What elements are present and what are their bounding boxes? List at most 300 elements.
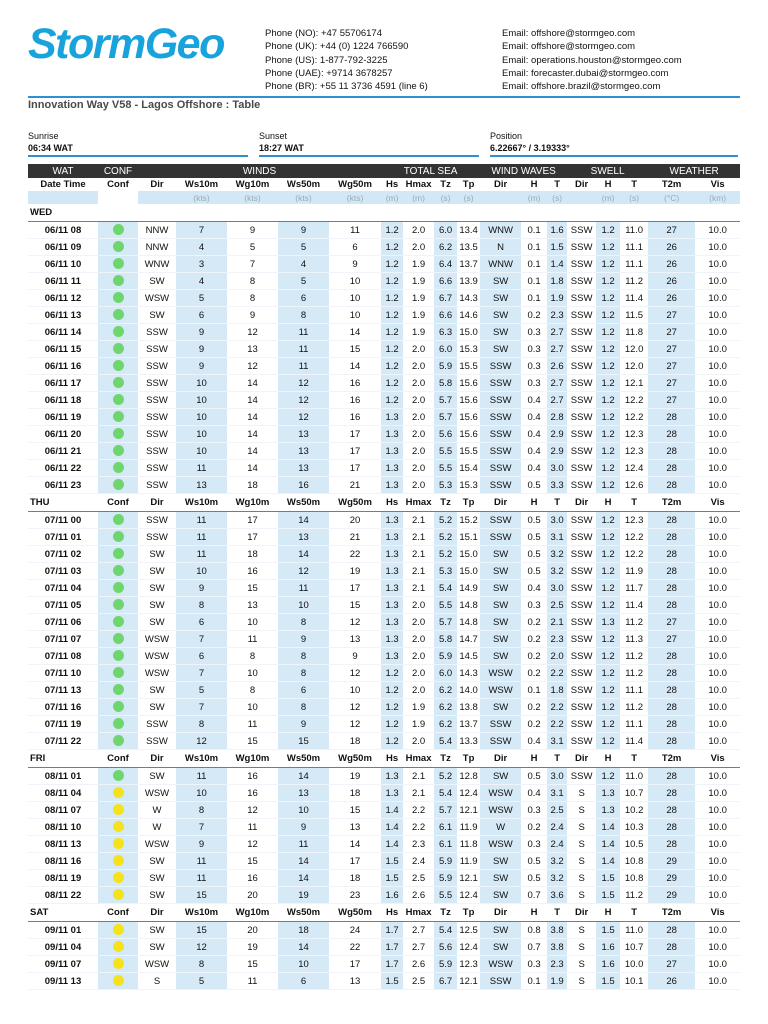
date-time-cell: 09/11 07 — [28, 956, 98, 973]
date-time-cell: 08/11 10 — [28, 819, 98, 836]
wg10m-cell: 16 — [227, 768, 278, 785]
date-time-cell: 09/11 04 — [28, 939, 98, 956]
hs-cell: 1.7 — [381, 922, 403, 939]
group-header-cell: CONF — [98, 164, 138, 178]
group-header-cell: TOTAL SEA — [381, 164, 480, 178]
swell-dir-cell: S — [567, 973, 596, 990]
tz-cell: 5.4 — [434, 922, 457, 939]
day-column-header-hs: Hs — [381, 494, 403, 512]
hs-cell: 1.2 — [381, 307, 403, 324]
ws50m-cell: 12 — [278, 375, 329, 392]
ws10m-cell: 11 — [176, 853, 227, 870]
hs-cell: 1.2 — [381, 222, 403, 239]
swell-h-cell: 1.2 — [596, 256, 620, 273]
hmax-cell: 2.5 — [403, 870, 434, 887]
wave-t-cell: 2.9 — [547, 426, 567, 443]
date-time-cell: 06/11 10 — [28, 256, 98, 273]
swell-h-cell: 1.3 — [596, 802, 620, 819]
tp-cell: 13.7 — [457, 716, 480, 733]
date-time-cell: 06/11 18 — [28, 392, 98, 409]
email-line: Email: operations.houston@stormgeo.com — [502, 54, 682, 66]
ws50m-cell: 8 — [278, 648, 329, 665]
ws10m-cell: 13 — [176, 477, 227, 494]
date-time-cell: 06/11 12 — [28, 290, 98, 307]
date-time-cell: 07/11 13 — [28, 682, 98, 699]
wg10m-cell: 16 — [227, 563, 278, 580]
hs-cell: 1.2 — [381, 324, 403, 341]
day-column-header-vis: Vis — [695, 494, 740, 512]
vis-cell: 10.0 — [695, 716, 740, 733]
wg10m-cell: 19 — [227, 939, 278, 956]
wave-dir-cell: WNW — [480, 222, 521, 239]
table-row — [28, 785, 740, 802]
conf-cell — [98, 887, 138, 904]
day-header-row — [28, 494, 740, 512]
day-column-header-swell-dir: Dir — [567, 750, 596, 768]
confidence-green-dot — [113, 735, 124, 746]
t2m-cell: 28 — [648, 922, 695, 939]
conf-cell — [98, 853, 138, 870]
ws50m-cell: 6 — [278, 290, 329, 307]
day-name: SAT — [28, 904, 98, 922]
hs-cell: 1.4 — [381, 802, 403, 819]
wg50m-cell: 10 — [329, 682, 381, 699]
wave-t-cell: 3.1 — [547, 529, 567, 546]
column-header-vis: Vis — [695, 178, 740, 191]
wave-t-cell: 2.0 — [547, 648, 567, 665]
date-time-cell: 07/11 04 — [28, 580, 98, 597]
ws10m-cell: 10 — [176, 375, 227, 392]
ws50m-cell: 14 — [278, 512, 329, 529]
tp-cell: 13.7 — [457, 256, 480, 273]
swell-h-cell: 1.2 — [596, 563, 620, 580]
table-row — [28, 665, 740, 682]
conf-cell — [98, 512, 138, 529]
t2m-cell: 27 — [648, 392, 695, 409]
t2m-cell: 27 — [648, 358, 695, 375]
ws10m-cell: 7 — [176, 222, 227, 239]
wave-t-cell: 3.0 — [547, 768, 567, 785]
ws50m-cell: 14 — [278, 768, 329, 785]
ws50m-cell: 18 — [278, 922, 329, 939]
ws10m-cell: 11 — [176, 529, 227, 546]
wave-t-cell: 2.3 — [547, 956, 567, 973]
swell-dir-cell: S — [567, 785, 596, 802]
conf-cell — [98, 443, 138, 460]
wg10m-cell: 14 — [227, 392, 278, 409]
confidence-green-dot — [113, 394, 124, 405]
swell-dir-cell: SSW — [567, 648, 596, 665]
column-header-date-time: Date Time — [28, 178, 98, 191]
hs-cell: 1.2 — [381, 699, 403, 716]
ws10m-cell: 7 — [176, 819, 227, 836]
confidence-green-dot — [113, 445, 124, 456]
tp-cell: 12.1 — [457, 870, 480, 887]
tz-cell: 5.9 — [434, 358, 457, 375]
wg50m-cell: 11 — [329, 222, 381, 239]
tp-cell: 15.5 — [457, 358, 480, 375]
wave-t-cell: 2.5 — [547, 597, 567, 614]
swell-t-cell: 11.1 — [620, 239, 648, 256]
tz-cell: 6.1 — [434, 836, 457, 853]
conf-cell — [98, 563, 138, 580]
conf-cell — [98, 922, 138, 939]
vis-cell: 10.0 — [695, 631, 740, 648]
wg10m-cell: 14 — [227, 375, 278, 392]
swell-h-cell: 1.2 — [596, 375, 620, 392]
unit-swell-dir — [567, 191, 596, 204]
confidence-yellow-dot — [113, 838, 124, 849]
swell-h-cell: 1.2 — [596, 324, 620, 341]
day-column-header-t2m: T2m — [648, 904, 695, 922]
date-time-cell: 06/11 16 — [28, 358, 98, 375]
hmax-cell: 2.1 — [403, 512, 434, 529]
t2m-cell: 28 — [648, 819, 695, 836]
t2m-cell: 28 — [648, 665, 695, 682]
wave-dir-cell: WSW — [480, 785, 521, 802]
wg10m-cell: 8 — [227, 648, 278, 665]
tp-cell: 12.1 — [457, 973, 480, 990]
wave-h-cell: 0.5 — [521, 563, 547, 580]
vis-cell: 10.0 — [695, 392, 740, 409]
date-time-cell: 07/11 10 — [28, 665, 98, 682]
tp-cell: 12.3 — [457, 956, 480, 973]
tp-cell: 12.1 — [457, 802, 480, 819]
wg50m-cell: 20 — [329, 512, 381, 529]
ws10m-cell: 9 — [176, 358, 227, 375]
confidence-yellow-dot — [113, 872, 124, 883]
day-header-row — [28, 750, 740, 768]
hmax-cell: 2.0 — [403, 682, 434, 699]
hs-cell: 1.3 — [381, 563, 403, 580]
wind-dir-cell: SW — [138, 870, 176, 887]
hmax-cell: 1.9 — [403, 699, 434, 716]
day-column-header-swell-h: H — [596, 494, 620, 512]
swell-t-cell: 11.1 — [620, 716, 648, 733]
date-time-cell: 08/11 07 — [28, 802, 98, 819]
wave-dir-cell: SW — [480, 699, 521, 716]
swell-h-cell: 1.2 — [596, 358, 620, 375]
column-header-tz: Tz — [434, 178, 457, 191]
swell-t-cell: 11.4 — [620, 597, 648, 614]
day-name: WED — [28, 204, 98, 222]
tp-cell: 15.0 — [457, 546, 480, 563]
wg50m-cell: 16 — [329, 409, 381, 426]
t2m-cell: 28 — [648, 443, 695, 460]
wave-t-cell: 2.4 — [547, 819, 567, 836]
tp-cell: 15.3 — [457, 477, 480, 494]
wave-dir-cell: SSW — [480, 443, 521, 460]
wave-t-cell: 3.2 — [547, 870, 567, 887]
tp-cell: 12.4 — [457, 939, 480, 956]
swell-dir-cell: S — [567, 956, 596, 973]
wave-h-cell: 0.5 — [521, 529, 547, 546]
confidence-green-dot — [113, 548, 124, 559]
wg50m-cell: 24 — [329, 922, 381, 939]
vis-cell: 10.0 — [695, 939, 740, 956]
swell-h-cell: 1.5 — [596, 922, 620, 939]
wave-dir-cell: SW — [480, 307, 521, 324]
hs-cell: 1.5 — [381, 870, 403, 887]
hmax-cell: 2.2 — [403, 819, 434, 836]
confidence-green-dot — [113, 360, 124, 371]
conf-cell — [98, 580, 138, 597]
table-row — [28, 887, 740, 904]
wind-dir-cell: WSW — [138, 665, 176, 682]
day-column-header-wind-dir: Dir — [138, 494, 176, 512]
wg10m-cell: 11 — [227, 631, 278, 648]
wg10m-cell: 8 — [227, 682, 278, 699]
hs-cell: 1.3 — [381, 409, 403, 426]
ws10m-cell: 11 — [176, 870, 227, 887]
swell-h-cell: 1.5 — [596, 973, 620, 990]
t2m-cell: 28 — [648, 682, 695, 699]
hmax-cell: 2.7 — [403, 922, 434, 939]
wave-dir-cell: N — [480, 239, 521, 256]
table-row — [28, 597, 740, 614]
wg50m-cell: 13 — [329, 819, 381, 836]
vis-cell: 10.0 — [695, 887, 740, 904]
tz-cell: 5.5 — [434, 460, 457, 477]
date-time-cell: 07/11 16 — [28, 699, 98, 716]
t2m-cell: 28 — [648, 529, 695, 546]
swell-t-cell: 12.1 — [620, 375, 648, 392]
day-column-header-wave-dir: Dir — [480, 750, 521, 768]
tz-cell: 6.6 — [434, 273, 457, 290]
swell-dir-cell: SSW — [567, 460, 596, 477]
day-column-header-tz: Tz — [434, 494, 457, 512]
vis-cell: 10.0 — [695, 870, 740, 887]
date-time-cell: 07/11 01 — [28, 529, 98, 546]
swell-h-cell: 1.2 — [596, 443, 620, 460]
confidence-green-dot — [113, 241, 124, 252]
swell-t-cell: 12.4 — [620, 460, 648, 477]
day-column-header-wind-dir: Dir — [138, 750, 176, 768]
wave-h-cell: 0.4 — [521, 392, 547, 409]
tz-cell: 6.7 — [434, 973, 457, 990]
conf-cell — [98, 529, 138, 546]
conf-cell — [98, 546, 138, 563]
email-line: Email: forecaster.dubai@stormgeo.com — [502, 67, 669, 79]
unit-swell-h: (m) — [596, 191, 620, 204]
confidence-green-dot — [113, 718, 124, 729]
date-time-cell: 08/11 16 — [28, 853, 98, 870]
date-time-cell: 06/11 20 — [28, 426, 98, 443]
column-header-wg50m: Wg50m — [329, 178, 381, 191]
swell-t-cell: 12.3 — [620, 512, 648, 529]
wind-dir-cell: SW — [138, 768, 176, 785]
hs-cell: 1.4 — [381, 819, 403, 836]
ws10m-cell: 7 — [176, 699, 227, 716]
wind-dir-cell: SW — [138, 887, 176, 904]
wg10m-cell: 20 — [227, 922, 278, 939]
swell-t-cell: 11.1 — [620, 256, 648, 273]
hs-cell: 1.2 — [381, 358, 403, 375]
date-time-cell: 06/11 13 — [28, 307, 98, 324]
conf-cell — [98, 614, 138, 631]
ws50m-cell: 12 — [278, 392, 329, 409]
wave-t-cell: 2.3 — [547, 631, 567, 648]
swell-h-cell: 1.2 — [596, 580, 620, 597]
tz-cell: 5.2 — [434, 546, 457, 563]
wave-dir-cell: WSW — [480, 956, 521, 973]
wave-h-cell: 0.8 — [521, 922, 547, 939]
wg10m-cell: 15 — [227, 580, 278, 597]
wave-t-cell: 2.6 — [547, 358, 567, 375]
swell-t-cell: 12.2 — [620, 546, 648, 563]
group-header-cell: WIND WAVES — [480, 164, 567, 178]
wg10m-cell: 15 — [227, 853, 278, 870]
confidence-green-dot — [113, 531, 124, 542]
swell-t-cell: 10.8 — [620, 853, 648, 870]
swell-t-cell: 11.2 — [620, 273, 648, 290]
t2m-cell: 28 — [648, 716, 695, 733]
hs-cell: 1.3 — [381, 426, 403, 443]
swell-dir-cell: SSW — [567, 665, 596, 682]
ws10m-cell: 10 — [176, 392, 227, 409]
ws50m-cell: 11 — [278, 836, 329, 853]
table-row — [28, 733, 740, 750]
wave-dir-cell: SSW — [480, 973, 521, 990]
date-time-cell: 06/11 08 — [28, 222, 98, 239]
wave-dir-cell: WSW — [480, 802, 521, 819]
swell-dir-cell: SSW — [567, 699, 596, 716]
swell-dir-cell: SSW — [567, 273, 596, 290]
swell-t-cell: 11.2 — [620, 665, 648, 682]
wind-dir-cell: SSW — [138, 529, 176, 546]
swell-dir-cell: SSW — [567, 477, 596, 494]
wave-t-cell: 3.8 — [547, 939, 567, 956]
conf-cell — [98, 273, 138, 290]
table-row — [28, 716, 740, 733]
wave-dir-cell: SW — [480, 887, 521, 904]
wave-dir-cell: SSW — [480, 477, 521, 494]
vis-cell: 10.0 — [695, 529, 740, 546]
position-underline — [490, 155, 738, 157]
wind-dir-cell: SSW — [138, 375, 176, 392]
ws50m-cell: 19 — [278, 887, 329, 904]
ws10m-cell: 4 — [176, 239, 227, 256]
vis-cell: 10.0 — [695, 426, 740, 443]
wave-dir-cell: SW — [480, 853, 521, 870]
wg10m-cell: 14 — [227, 460, 278, 477]
hs-cell: 1.6 — [381, 887, 403, 904]
vis-cell: 10.0 — [695, 222, 740, 239]
swell-h-cell: 1.2 — [596, 477, 620, 494]
swell-t-cell: 12.0 — [620, 341, 648, 358]
unit-ws50m: (kts) — [278, 191, 329, 204]
conf-cell — [98, 665, 138, 682]
unit-tz: (s) — [434, 191, 457, 204]
table-row — [28, 853, 740, 870]
wave-t-cell: 2.1 — [547, 614, 567, 631]
date-time-cell: 07/11 08 — [28, 648, 98, 665]
swell-h-cell: 1.3 — [596, 785, 620, 802]
unit-wave-t: (s) — [547, 191, 567, 204]
wg10m-cell: 13 — [227, 597, 278, 614]
wave-t-cell: 2.7 — [547, 392, 567, 409]
wave-dir-cell: WSW — [480, 682, 521, 699]
swell-dir-cell: SSW — [567, 222, 596, 239]
tz-cell: 5.9 — [434, 870, 457, 887]
group-header-cell: WINDS — [138, 164, 381, 178]
unit-conf — [98, 191, 138, 204]
tp-cell: 15.5 — [457, 443, 480, 460]
confidence-green-dot — [113, 224, 124, 235]
swell-h-cell: 1.2 — [596, 460, 620, 477]
tp-cell: 12.4 — [457, 887, 480, 904]
vis-cell: 10.0 — [695, 375, 740, 392]
wind-dir-cell: W — [138, 802, 176, 819]
hmax-cell: 2.6 — [403, 887, 434, 904]
wind-dir-cell: SW — [138, 597, 176, 614]
t2m-cell: 28 — [648, 939, 695, 956]
tp-cell: 15.6 — [457, 392, 480, 409]
swell-t-cell: 11.7 — [620, 580, 648, 597]
t2m-cell: 29 — [648, 887, 695, 904]
swell-h-cell: 1.2 — [596, 631, 620, 648]
vis-cell: 10.0 — [695, 409, 740, 426]
hs-cell: 1.3 — [381, 768, 403, 785]
confidence-green-dot — [113, 462, 124, 473]
swell-t-cell: 11.0 — [620, 222, 648, 239]
wg50m-cell: 16 — [329, 375, 381, 392]
day-column-header-wave-dir: Dir — [480, 904, 521, 922]
column-header-swell-t: T — [620, 178, 648, 191]
wg10m-cell: 9 — [227, 222, 278, 239]
wave-t-cell: 3.1 — [547, 733, 567, 750]
tp-cell: 11.9 — [457, 853, 480, 870]
table-row — [28, 426, 740, 443]
vis-cell: 10.0 — [695, 273, 740, 290]
hs-cell: 1.3 — [381, 546, 403, 563]
date-time-cell: 07/11 22 — [28, 733, 98, 750]
wave-h-cell: 0.3 — [521, 836, 547, 853]
swell-dir-cell: S — [567, 853, 596, 870]
day-column-header-wave-t: T — [547, 750, 567, 768]
tz-cell: 5.2 — [434, 529, 457, 546]
wg10m-cell: 14 — [227, 443, 278, 460]
confidence-yellow-dot — [113, 889, 124, 900]
vis-cell: 10.0 — [695, 512, 740, 529]
confidence-green-dot — [113, 650, 124, 661]
wave-h-cell: 0.5 — [521, 768, 547, 785]
tz-cell: 5.6 — [434, 939, 457, 956]
date-time-cell: 08/11 19 — [28, 870, 98, 887]
hs-cell: 1.3 — [381, 785, 403, 802]
tz-cell: 5.6 — [434, 426, 457, 443]
hmax-cell: 2.0 — [403, 460, 434, 477]
confidence-green-dot — [113, 514, 124, 525]
t2m-cell: 27 — [648, 614, 695, 631]
vis-cell: 10.0 — [695, 324, 740, 341]
wave-dir-cell: SSW — [480, 460, 521, 477]
date-time-cell: 07/11 19 — [28, 716, 98, 733]
wave-h-cell: 0.3 — [521, 956, 547, 973]
swell-h-cell: 1.2 — [596, 290, 620, 307]
conf-cell — [98, 256, 138, 273]
wg10m-cell: 16 — [227, 870, 278, 887]
column-header-swell-dir: Dir — [567, 178, 596, 191]
day-column-header-conf: Conf — [98, 904, 138, 922]
wg10m-cell: 5 — [227, 239, 278, 256]
wg50m-cell: 17 — [329, 956, 381, 973]
hs-cell: 1.2 — [381, 341, 403, 358]
ws50m-cell: 10 — [278, 802, 329, 819]
confidence-green-dot — [113, 770, 124, 781]
day-column-header-wg10m: Wg10m — [227, 904, 278, 922]
wg50m-cell: 10 — [329, 290, 381, 307]
